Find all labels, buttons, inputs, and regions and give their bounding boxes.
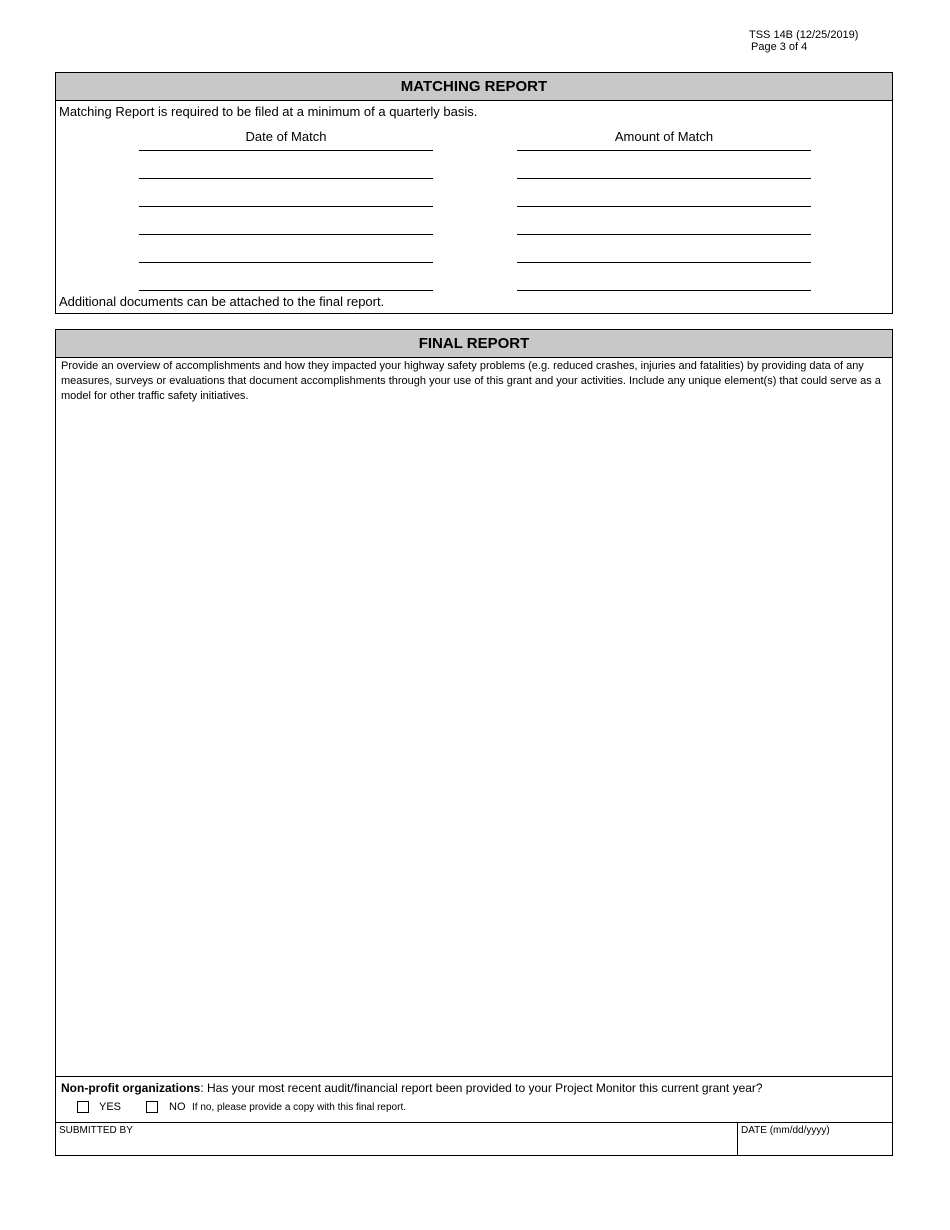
- amount-of-match-field-2[interactable]: [517, 178, 811, 179]
- amount-of-match-header: Amount of Match: [614, 129, 714, 144]
- yes-checkbox[interactable]: [77, 1101, 89, 1113]
- amount-of-match-field-1[interactable]: [517, 150, 811, 151]
- date-of-match-field-1[interactable]: [139, 150, 433, 151]
- amount-of-match-field-6[interactable]: [517, 290, 811, 291]
- submission-date-field[interactable]: [738, 1123, 892, 1156]
- no-checkbox[interactable]: [146, 1101, 158, 1113]
- date-of-match-header: Date of Match: [245, 129, 327, 144]
- matching-report-section: [55, 72, 893, 314]
- nonprofit-label: Non-profit organizations: [61, 1081, 201, 1095]
- final-report-instructions: Provide an overview of accomplishments and how they impacted your highway safety problems (e.g. reduced crashes, injuries and fatalities) by providing data of any measures, surveys or evaluations that document accomplishments through your use of this grant and your activities. Include any unique element(s) that could serve as a model for other traffic safety initiatives.: [61, 360, 881, 402]
- matching-report-intro: Matching Report is required to be filed at a minimum of a quarterly basis.: [59, 104, 478, 119]
- page-number: Page 3 of 4: [751, 41, 808, 53]
- matching-report-title: MATCHING REPORT: [56, 73, 892, 101]
- final-report-text-area[interactable]: [56, 405, 892, 1075]
- amount-of-match-field-3[interactable]: [517, 206, 811, 207]
- date-of-match-field-6[interactable]: [139, 290, 433, 291]
- no-label: NO: [169, 1101, 186, 1113]
- date-of-match-field-5[interactable]: [139, 262, 433, 263]
- amount-of-match-field-5[interactable]: [517, 262, 811, 263]
- date-of-match-field-2[interactable]: [139, 178, 433, 179]
- amount-of-match-field-4[interactable]: [517, 234, 811, 235]
- submission-date-label: DATE (mm/dd/yyyy): [741, 1125, 830, 1136]
- nonprofit-question-row: [56, 1076, 892, 1123]
- form-code: TSS 14B (12/25/2019): [749, 29, 859, 41]
- submission-row: [56, 1122, 892, 1156]
- nonprofit-question: [61, 1081, 763, 1095]
- final-report-section: [55, 329, 893, 1156]
- submitted-by-label: SUBMITTED BY: [59, 1125, 133, 1136]
- no-note: If no, please provide a copy with this final report.: [192, 1102, 407, 1113]
- final-report-title: FINAL REPORT: [56, 330, 892, 358]
- date-of-match-field-4[interactable]: [139, 234, 433, 235]
- matching-report-footer: Additional documents can be attached to the final report.: [59, 294, 385, 309]
- submitted-by-field[interactable]: [56, 1123, 738, 1156]
- form-identifier: [749, 29, 858, 53]
- date-of-match-field-3[interactable]: [139, 206, 433, 207]
- nonprofit-question-text: : Has your most recent audit/financial report been provided to your Project Monitor this current grant year?: [200, 1081, 763, 1095]
- yes-label: YES: [99, 1101, 122, 1113]
